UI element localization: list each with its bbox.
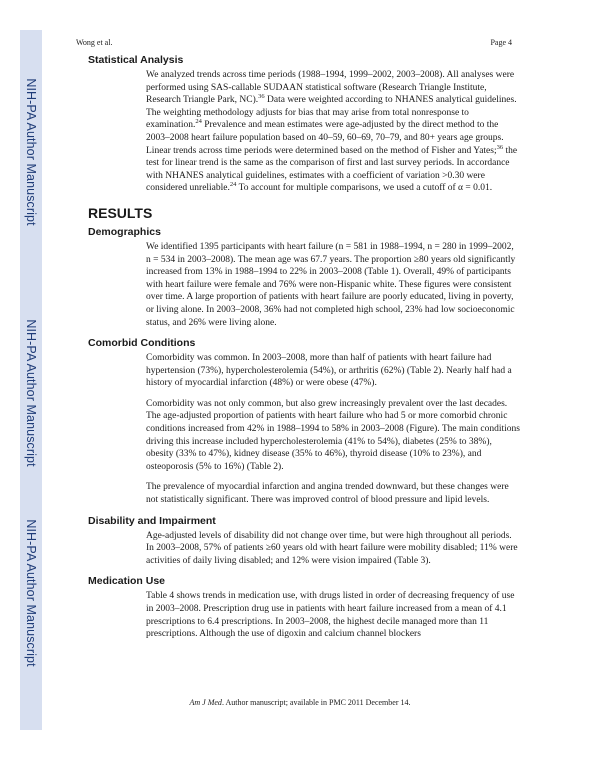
section-heading-disability: Disability and Impairment [88, 514, 216, 527]
running-header-authors: Wong et al. [76, 38, 113, 47]
paragraph-statistical-analysis: We analyzed trends across time periods (1988–1994, 1999–2002, 2003–2008). All analyses were performed using SAS-callable SUDAAN statistical software (Research Triangle Institute, Research Triangle Park, NC).$^{36}$ Data were weighted according to NHANES analytical guidelines. The weighting methodology adjusts for bias that may arise from total nonresponse to examination.$^{24}$ Prevalence and mean estimates were age-adjusted by the direct method to the 2003–2008 heart failure population based on 40–59, 60–69, 70–79, and 80+ years age groups. Linear trends across time periods were determined based on the method of Fisher and Yates;$^{36}$ the test for linear trend is the same as the comparison of first and last survey periods. In accordance with NHANES analytical guidelines, estimates with a coefficient of variation >0.30 were considered unreliable.$^{24}$ To account for multiple comparisons, we used a cutoff of α = 0.01. [146, 70, 518, 194]
section-heading-medication-use: Medication Use [88, 575, 166, 588]
citation-36[interactable]: 36 [258, 93, 265, 101]
citation-36[interactable]: 36 [496, 143, 504, 151]
page-footer [0, 698, 600, 707]
paragraph-demographics: We identified 1395 participants with heart failure (n = 581 in 1988–1994, n = 280 in 1999–2002, n = 534 in 2003–2008). The mean age was 67.7 years. The proportion ≥80 years old significantly increased from 13% in 1988–1994 to 22% in 2003–2008 (Table 1). Overall, 49% of participants with heart failure were female and 76% were non-Hispanic white. These figures were consistent over time. A large proportion of patients with heart failure are poorly educated, living in poverty, or living alone. In 2003–2008, 36% had not completed high school, 23% had low socioeconomic status, and 26% were living alone. [146, 241, 516, 328]
section-heading-comorbid-conditions: Comorbid Conditions [88, 337, 196, 350]
page-number: Page 4 [490, 38, 512, 47]
paragraph-disability: Age-adjusted levels of disability did not change over time, but were high throughout all periods. In 2003–2008, 57% of patients ≥60 years old with heart failure were mobility disabled; 11% were activities of daily living disabled; and 12% were vision impaired (Table 3). [146, 530, 518, 566]
paragraph-comorbid-2: Comorbidity was not only common, but also grew increasingly prevalent over the last decades. The age-adjusted proportion of patients with heart failure who had 5 or more comorbid chronic conditions increased from 42% in 1988–1994 to 58% in 2003–2008 (Figure). The main conditions driving this increase included hypercholesterolemia (41% to 54%), diabetes (25% to 38%), obesity (33% to 47%), kidney disease (35% to 46%), thyroid disease (10% to 23%), and osteoporosis (5% to 16%) (Table 2). [146, 398, 520, 472]
results-heading: RESULTS [88, 204, 153, 221]
paragraph-comorbid-1: Comorbidity was common. In 2003–2008, more than half of patients with heart failure had hypertension (73%), hypercholesterolemia (54%), or arthritis (62%) (Table 2). Nearly half had a history of myocardial infarction (48%) or were obese (47%). [146, 353, 512, 389]
citation-24[interactable]: 24 [229, 181, 237, 189]
journal-name: Am J Med [189, 698, 222, 707]
citation-24[interactable]: 24 [195, 118, 202, 126]
section-heading-statistical-analysis: Statistical Analysis [88, 54, 184, 66]
footer-availability: . Author manuscript; available in PMC 2011 December 14. [221, 698, 411, 707]
paragraph-comorbid-3: The prevalence of myocardial infarction and angina trended downward, but these changes were not statistically significant. There was improved control of blood pressure and lipid levels. [146, 482, 509, 506]
paragraph-medication: Table 4 shows trends in medication use, with drugs listed in order of decreasing frequency of use in 2003–2008. Prescription drug use in patients with heart failure increased from a mean of 4.1 prescriptions to 6.4 prescriptions. In 2003–2008, the highest decile managed more than 11 prescriptions. Although the use of digoxin and calcium channel blockers [146, 591, 515, 640]
section-heading-demographics: Demographics [88, 225, 161, 238]
article-body [88, 54, 520, 649]
